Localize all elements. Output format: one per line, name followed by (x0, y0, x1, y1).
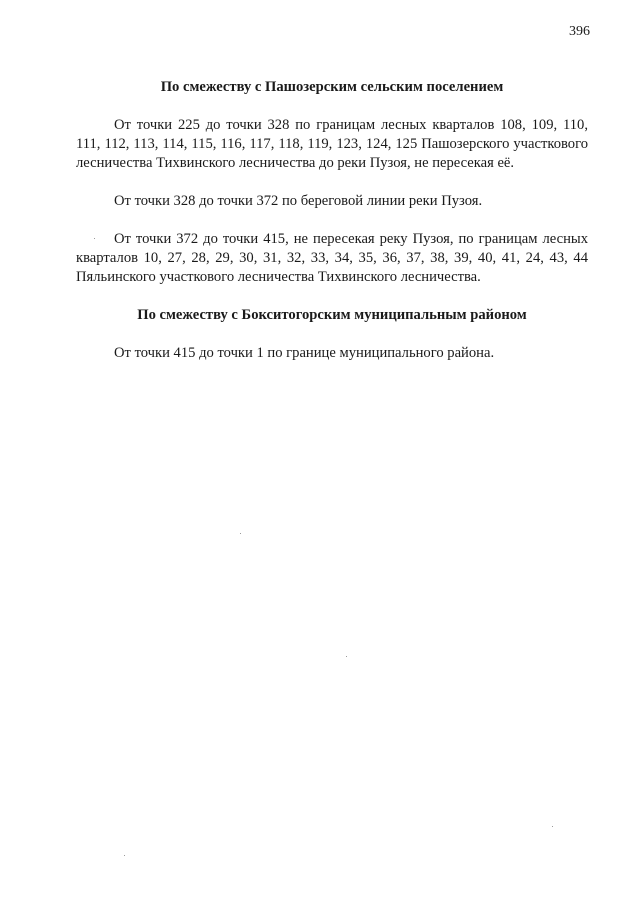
paragraph: От точки 225 до точки 328 по границам лесных кварталов 108, 109, 110, 111, 112, 113, 114, 115, 116, 117, 118, 119, 123, 124, 125 Пашозерского участкового лесничества Тихвинского лесничества до реки Пузоя, не пересекая её. (76, 117, 588, 171)
section-heading: По смежеству с Бокситогорским муниципальным районом (137, 307, 527, 323)
scan-speck (552, 826, 553, 827)
section-heading: По смежеству с Пашозерским сельским поселением (160, 79, 504, 95)
scan-speck (240, 533, 241, 534)
paragraph: От точки 328 до точки 372 по береговой линии реки Пузоя. (114, 193, 483, 209)
scan-speck (124, 855, 125, 856)
scan-speck (94, 238, 95, 239)
document-body (76, 78, 588, 363)
scan-speck (346, 656, 347, 657)
paragraph: От точки 372 до точки 415, не пересекая реку Пузоя, по границам лесных кварталов 10, 27, 28, 29, 30, 31, 32, 33, 34, 35, 36, 37, 38, 39, 40, 41, 24, 43, 44 Пяльинского участкового лесничества Тихвинского лесничества. (76, 231, 588, 285)
page-number: 396 (569, 24, 590, 39)
paragraph: От точки 415 до точки 1 по границе муниципального района. (114, 345, 495, 361)
